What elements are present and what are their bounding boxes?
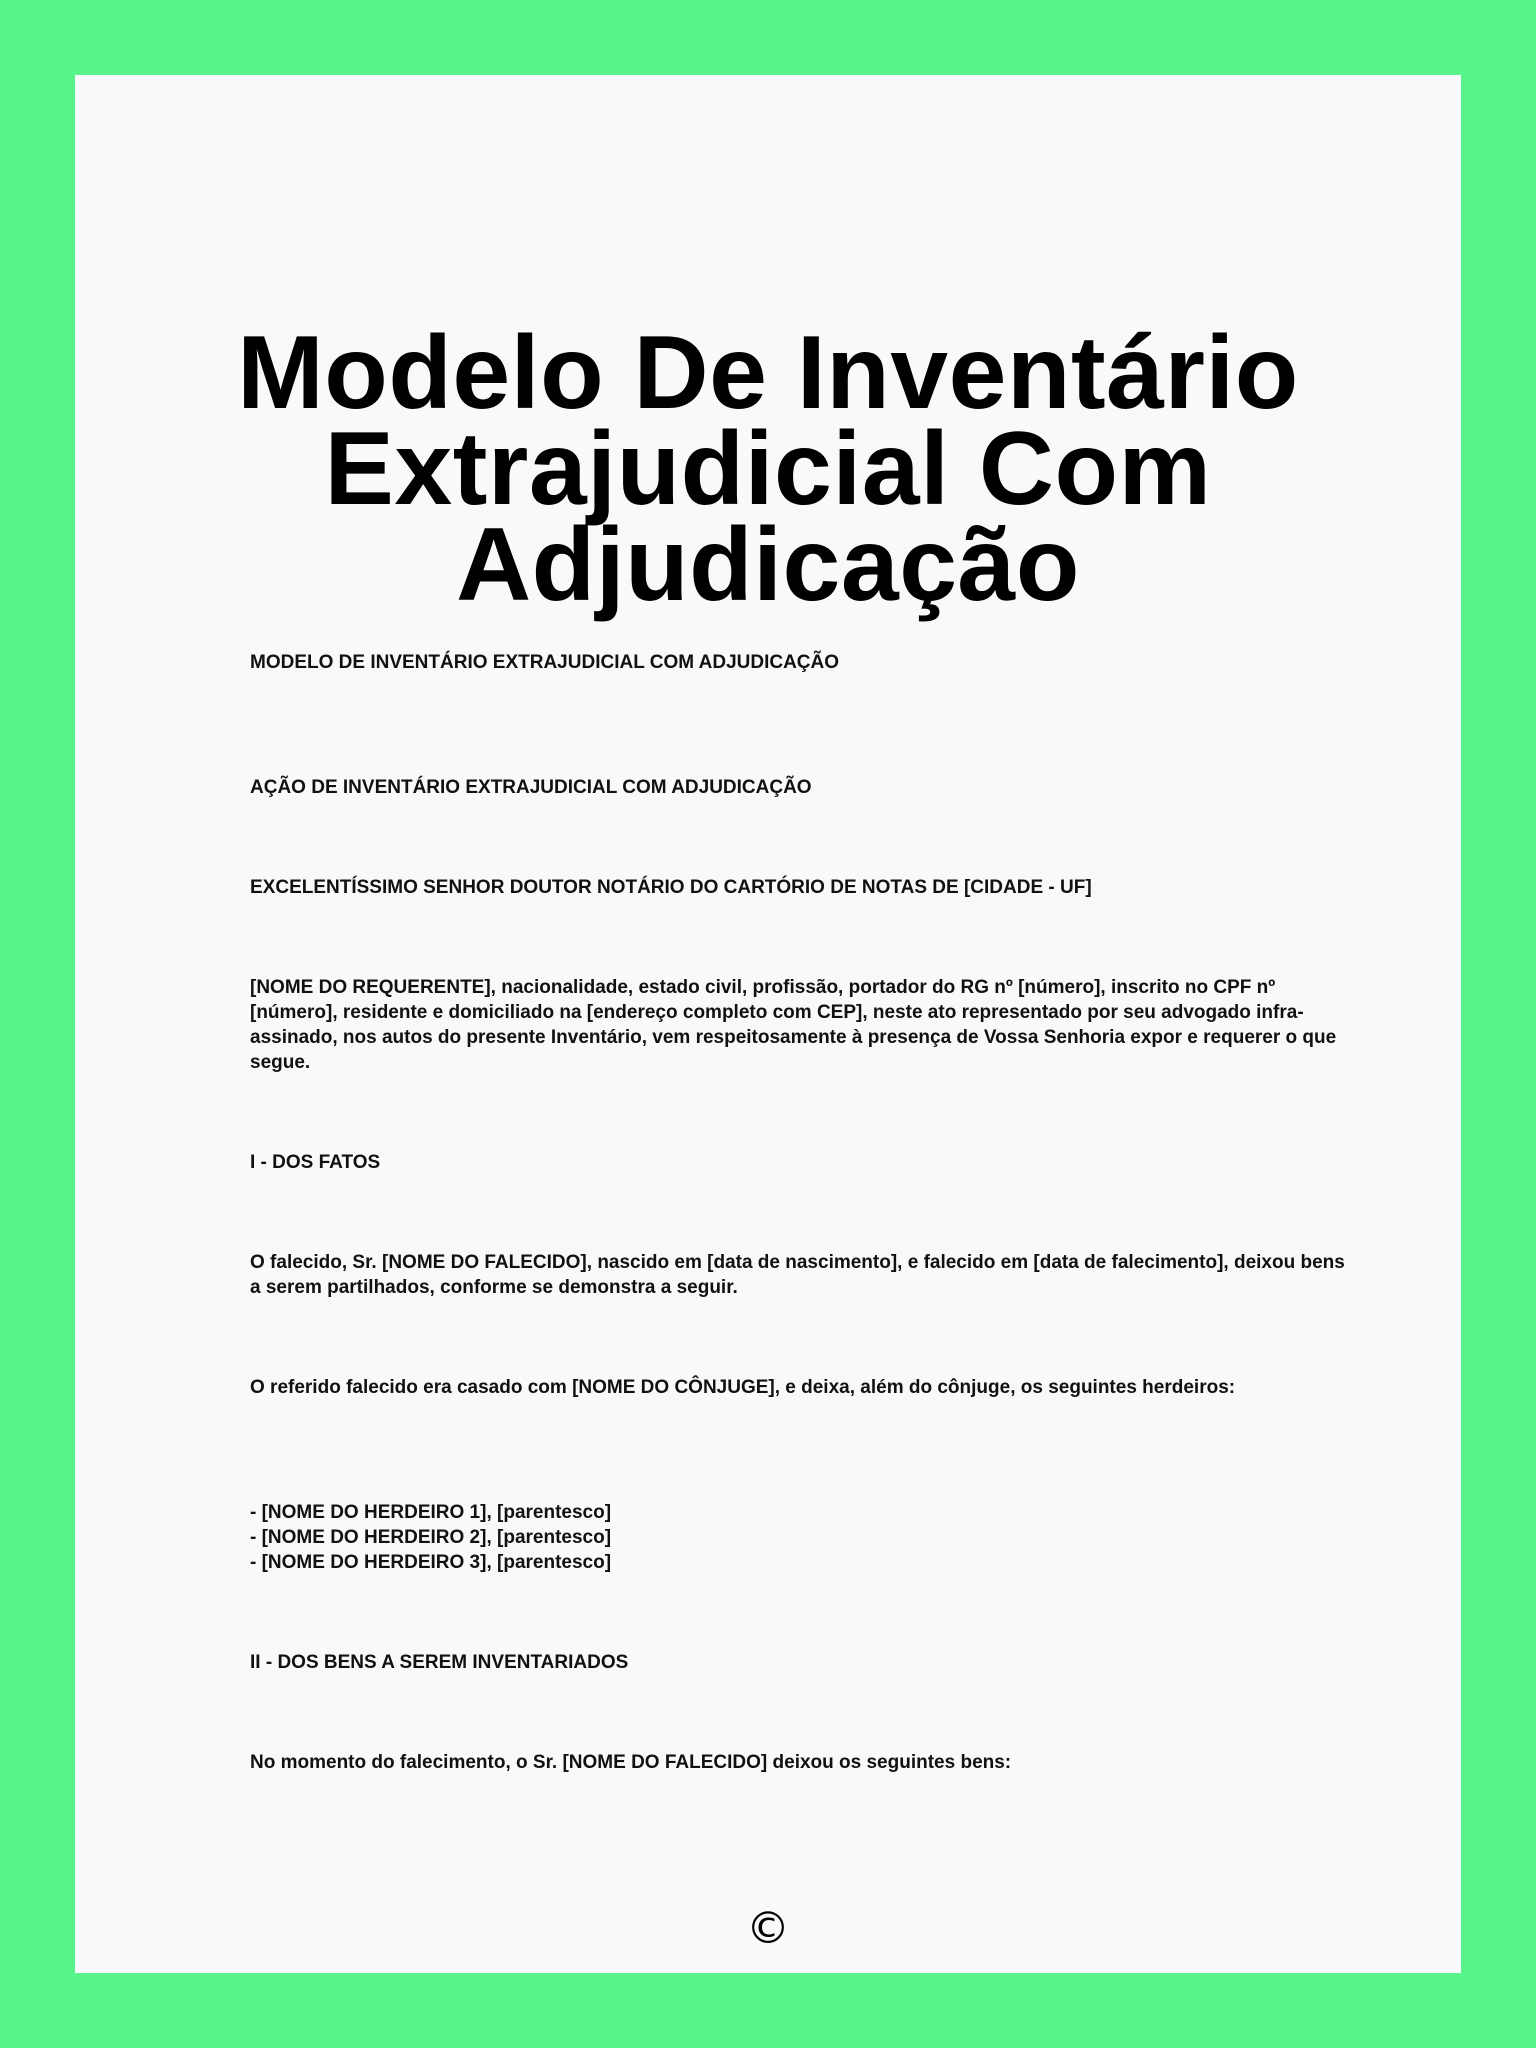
document-heading: MODELO DE INVENTÁRIO EXTRAJUDICIAL COM ADJUDICAÇÃO <box>250 652 840 673</box>
document-title: Modelo De Inventário Extrajudicial Com Adjudicação <box>237 315 1299 623</box>
heir-item: - [NOME DO HERDEIRO 3], [parentesco] <box>250 1552 612 1573</box>
assets-paragraph: No momento do falecimento, o Sr. [NOME DO FALECIDO] deixou os seguintes bens: <box>250 1752 1012 1773</box>
facts-paragraph-2: O referido falecido era casado com [NOME DO CÔNJUGE], e deixa, além do cônjuge, os seguintes herdeiros: <box>250 1377 1236 1398</box>
addressee-line: EXCELENTÍSSIMO SENHOR DOUTOR NOTÁRIO DO CARTÓRIO DE NOTAS DE [CIDADE - UF] <box>250 877 1092 898</box>
heirs-list <box>250 1500 1360 1575</box>
copyright-icon: © <box>746 1903 790 1954</box>
heir-item: - [NOME DO HERDEIRO 2], [parentesco] <box>250 1527 612 1548</box>
heir-item: - [NOME DO HERDEIRO 1], [parentesco] <box>250 1502 612 1523</box>
action-title: AÇÃO DE INVENTÁRIO EXTRAJUDICIAL COM ADJUDICAÇÃO <box>250 777 812 798</box>
intro-paragraph: [NOME DO REQUERENTE], nacionalidade, estado civil, profissão, portador do RG nº [número], inscrito no CPF nº [número], residente e domiciliado na [endereço completo com CEP], neste ato representado por seu advogado infra-assinado, nos autos do presente Inventário, vem respeitosamente à presença de Vossa Senhoria expor e requerer o que segue. <box>250 977 1337 1073</box>
facts-paragraph-1: O falecido, Sr. [NOME DO FALECIDO], nascido em [data de nascimento], e falecido em [data de falecimento], deixou bens a serem partilhados, conforme se demonstra a seguir. <box>250 1252 1345 1298</box>
document-page <box>75 75 1461 1973</box>
section-title-facts: I - DOS FATOS <box>250 1152 381 1173</box>
section-title-assets: II - DOS BENS A SEREM INVENTARIADOS <box>250 1652 629 1673</box>
